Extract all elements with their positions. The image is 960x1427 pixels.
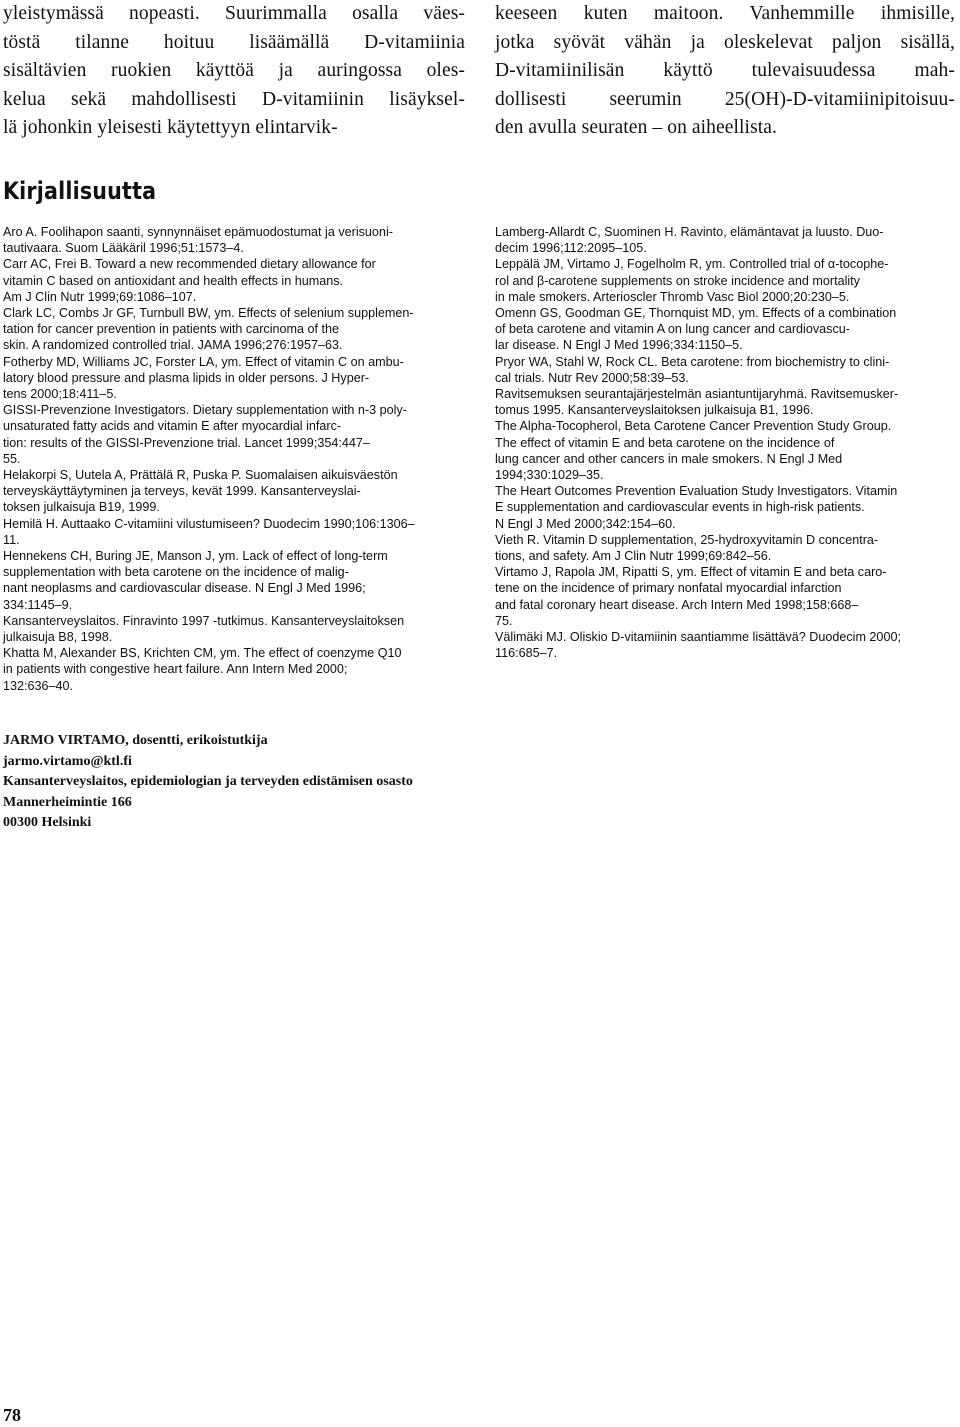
reference-entry: [495, 483, 957, 532]
author-name: JARMO VIRTAMO, dosentti, erikoistutkija: [3, 733, 268, 748]
reference-line: Omenn GS, Goodman GE, Thornquist MD, ym. Effects of a combination: [495, 306, 897, 321]
body-line: yleistymässä nopeasti. Suurimmalla osalla väes-: [3, 3, 465, 24]
reference-line: 75.: [495, 613, 513, 628]
reference-entry: [495, 564, 957, 629]
reference-entry: [495, 224, 957, 256]
reference-line: vitamin C based on antioxidant and health effects in humans.: [3, 273, 344, 288]
reference-line: Aro A. Foolihapon saanti, synnynnäiset epämuodostumat ja verisuoni-: [3, 225, 393, 239]
reference-entry: [3, 224, 465, 256]
reference-entry: [3, 256, 465, 305]
body-line: dollisesti seerumin 25(OH)-D-vitamiinipitoisuu-: [495, 88, 955, 110]
reference-line: E supplementation and cardiovascular events in high-risk patients.: [495, 500, 865, 515]
reference-line: Lamberg-Allardt C, Suominen H. Ravinto, elämäntavat ja luusto. Duo-: [495, 225, 884, 239]
references-right-column: [495, 224, 957, 661]
body-line: keeseen kuten maitoon. Vanhemmille ihmisille,: [495, 3, 955, 24]
reference-entry: [3, 613, 465, 645]
body-line: töstä tilanne hoituu lisäämällä D-vitamiinia: [3, 31, 465, 53]
reference-line: The Heart Outcomes Prevention Evaluation Study Investigators. Vitamin: [495, 484, 898, 499]
reference-line: tation for cancer prevention in patients with carcinoma of the: [3, 322, 340, 337]
author-block: [3, 731, 413, 834]
reference-line: GISSI-Prevenzione Investigators. Dietary supplementation with n-3 poly-: [3, 403, 407, 418]
section-heading: Kirjallisuutta: [3, 177, 157, 205]
author-street: Mannerheimintie 166: [3, 794, 132, 810]
reference-line: in male smokers. Arterioscler Thromb Vasc Biol 2000;20:230–5.: [495, 289, 850, 304]
reference-line: Hemilä H. Auttaako C-vitamiini vilustumiseen? Duodecim 1990;106:1306–: [3, 516, 415, 531]
reference-line: and fatal coronary heart disease. Arch Intern Med 1998;158:668–: [495, 597, 859, 612]
reference-line: Pryor WA, Stahl W, Rock CL. Beta carotene: from biochemistry to clini-: [495, 354, 890, 369]
author-city: 00300 Helsinki: [3, 815, 92, 831]
reference-line: toksen julkaisuja B19, 1999.: [3, 500, 160, 515]
reference-entry: [3, 548, 465, 613]
reference-line: terveyskäyttäytyminen ja terveys, kevät 1999. Kansanterveyslai-: [3, 484, 361, 499]
body-line: kelua sekä mahdollisesti D-vitamiinin lisäyksel-: [3, 88, 465, 110]
reference-entry: [3, 305, 465, 354]
reference-line: tens 2000;18:411–5.: [3, 387, 117, 402]
reference-line: rol and β-carotene supplements on stroke incidence and mortality: [495, 273, 860, 288]
reference-line: Leppälä JM, Virtamo J, Fogelholm R, ym. Controlled trial of α-tocophe-: [495, 257, 889, 272]
reference-line: julkaisuja B8, 1998.: [3, 630, 113, 645]
body-line: lä johonkin yleisesti käytettyyn elintarvik-: [3, 117, 338, 138]
reference-line: 55.: [3, 451, 21, 466]
reference-line: 116:685–7.: [495, 646, 558, 661]
reference-line: Kansanterveyslaitos. Finravinto 1997 -tutkimus. Kansanterveyslaitoksen: [3, 613, 405, 628]
reference-entry: [495, 629, 957, 661]
reference-line: Hennekens CH, Buring JE, Manson J, ym. Lack of effect of long-term: [3, 549, 388, 564]
reference-line: unsaturated fatty acids and vitamin E after myocardial infarc-: [3, 419, 342, 434]
reference-line: lar disease. N Engl J Med 1996;334:1150–5.: [495, 338, 743, 353]
reference-entry: [495, 418, 957, 483]
reference-line: skin. A randomized controlled trial. JAMA 1996;276:1957–63.: [3, 338, 343, 353]
reference-entry: [3, 516, 465, 548]
reference-entry: [3, 645, 465, 694]
reference-line: 334:1145–9.: [3, 597, 73, 612]
body-line: den avulla seuraten – on aiheellista.: [495, 117, 778, 138]
body-line: sisältävien ruokien käyttöä ja auringossa oles-: [3, 60, 465, 81]
reference-line: lung cancer and other cancers in male smokers. N Engl J Med: [495, 451, 843, 466]
reference-line: Vieth R. Vitamin D supplementation, 25-hydroxyvitamin D concentra-: [495, 532, 879, 547]
reference-entry: [495, 386, 957, 418]
body-text-left-column: [3, 0, 465, 143]
reference-line: The effect of vitamin E and beta carotene on the incidence of: [495, 435, 835, 450]
reference-line: 1994;330:1029–35.: [495, 468, 604, 483]
reference-entry: [495, 256, 957, 305]
reference-line: tene on the incidence of primary nonfatal myocardial infarction: [495, 581, 842, 596]
reference-line: Välimäki MJ. Oliskio D-vitamiinin saantiamme lisättävä? Duodecim 2000;: [495, 630, 901, 645]
reference-line: 11.: [3, 532, 20, 547]
reference-line: tautivaara. Suom Lääkäril 1996;51:1573–4.: [3, 241, 244, 256]
body-line: D-vitamiinilisän käyttö tulevaisuudessa mah-: [495, 60, 955, 81]
reference-line: cal trials. Nutr Rev 2000;58:39–53.: [495, 370, 689, 385]
page-number: 78: [3, 1405, 21, 1425]
reference-entry: [495, 532, 957, 564]
reference-line: Clark LC, Combs Jr GF, Turnbull BW, ym. Effects of selenium supplemen-: [3, 306, 414, 321]
reference-line: N Engl J Med 2000;342:154–60.: [495, 516, 676, 531]
reference-line: supplementation with beta carotene on the incidence of malig-: [3, 565, 349, 580]
reference-line: tions, and safety. Am J Clin Nutr 1999;69:842–56.: [495, 549, 772, 564]
reference-entry: [495, 354, 957, 386]
author-email: jarmo.virtamo@ktl.fi: [3, 753, 132, 769]
reference-line: Carr AC, Frei B. Toward a new recommended dietary allowance for: [3, 257, 376, 272]
reference-line: tomus 1995. Kansanterveyslaitoksen julkaisuja B1, 1996.: [495, 403, 814, 418]
reference-line: tion: results of the GISSI-Prevenzione trial. Lancet 1999;354:447–: [3, 435, 370, 450]
reference-entry: [3, 354, 465, 403]
reference-line: of beta carotene and vitamin A on lung cancer and cardiovascu-: [495, 322, 850, 337]
reference-line: in patients with congestive heart failure. Ann Intern Med 2000;: [3, 662, 348, 677]
reference-line: Fotherby MD, Williams JC, Forster LA, ym. Effect of vitamin C on ambu-: [3, 354, 404, 369]
reference-line: Am J Clin Nutr 1999;69:1086–107.: [3, 289, 197, 304]
reference-line: latory blood pressure and plasma lipids in older persons. J Hyper-: [3, 370, 370, 385]
references-left-column: [3, 224, 465, 694]
reference-line: 132:636–40.: [3, 678, 74, 693]
reference-line: The Alpha-Tocopherol, Beta Carotene Cancer Prevention Study Group.: [495, 419, 892, 434]
reference-entry: [3, 467, 465, 516]
reference-line: nant neoplasms and cardiovascular disease. N Engl J Med 1996;: [3, 581, 366, 596]
reference-entry: [495, 305, 957, 354]
reference-line: Helakorpi S, Uutela A, Prättälä R, Puska P. Suomalaisen aikuisväestön: [3, 468, 398, 483]
reference-line: decim 1996;112:2095–105.: [495, 241, 647, 256]
author-institution: Kansanterveyslaitos, epidemiologian ja terveyden edistämisen osasto: [3, 774, 413, 790]
reference-line: Virtamo J, Rapola JM, Ripatti S, ym. Effect of vitamin E and beta caro-: [495, 565, 887, 580]
reference-line: Khatta M, Alexander BS, Krichten CM, ym. The effect of coenzyme Q10: [3, 646, 402, 661]
body-text-right-column: [495, 0, 955, 143]
reference-entry: [3, 402, 465, 467]
body-line: jotka syövät vähän ja oleskelevat paljon sisällä,: [495, 31, 955, 53]
reference-line: Ravitsemuksen seurantajärjestelmän asiantuntijaryhmä. Ravitsemusker-: [495, 387, 899, 402]
